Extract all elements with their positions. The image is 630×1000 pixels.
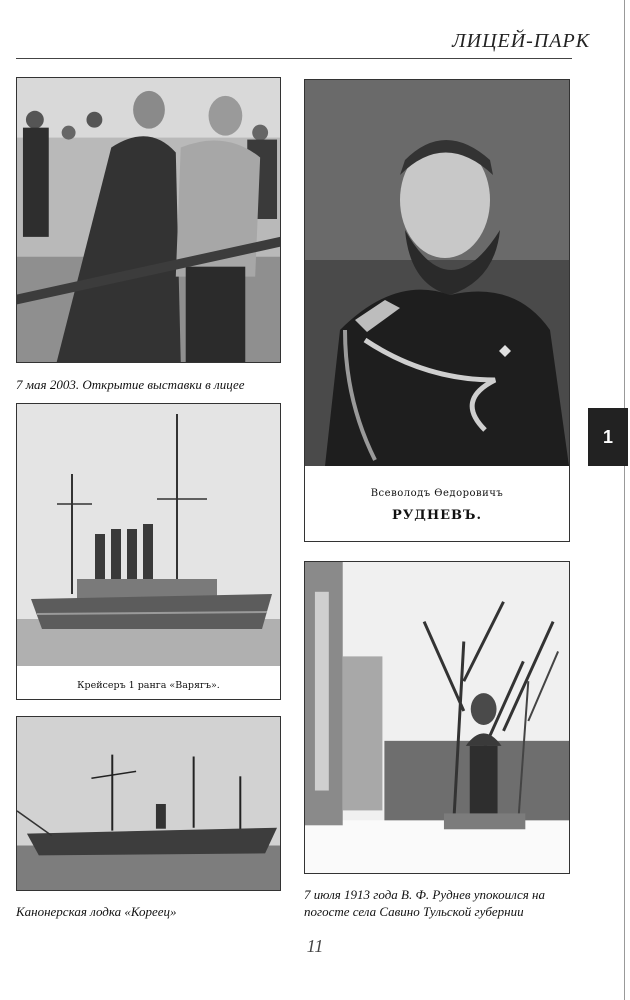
monument-caption-line2: погосте села Савино Тульской губернии [304, 904, 524, 919]
gunboat-koreets-photo [16, 716, 281, 891]
cruiser-varyag-image [17, 404, 280, 666]
page-number: 11 [306, 936, 324, 956]
chapter-tab: 1 [588, 408, 628, 466]
portrait-name-line2: РУДНЕВЪ. [391, 508, 483, 523]
cruiser-varyag-card [16, 403, 281, 700]
page-header-title: ЛИЦЕЙ-ПАРК [452, 30, 590, 52]
monument-caption-line1: 7 июля 1913 года В. Ф. Руднев упокоился на [304, 887, 545, 902]
gunboat-caption: Канонерская лодка «Кореец» [16, 904, 177, 919]
ribbon-photo-caption: 7 мая 2003. Открытие выставки в лицее [16, 377, 245, 392]
page-edge-line [624, 0, 625, 1000]
rudnev-portrait-image [305, 80, 569, 466]
portrait-name-line1: Всеволодъ Өедоровичъ [370, 488, 504, 499]
cruiser-card-caption: Крейсеръ 1 ранга «Варягъ». [77, 680, 220, 691]
ribbon-cutting-photo [16, 77, 281, 363]
rudnev-monument-photo [304, 561, 570, 874]
rudnev-portrait-card [304, 79, 570, 542]
header-rule [16, 58, 572, 59]
